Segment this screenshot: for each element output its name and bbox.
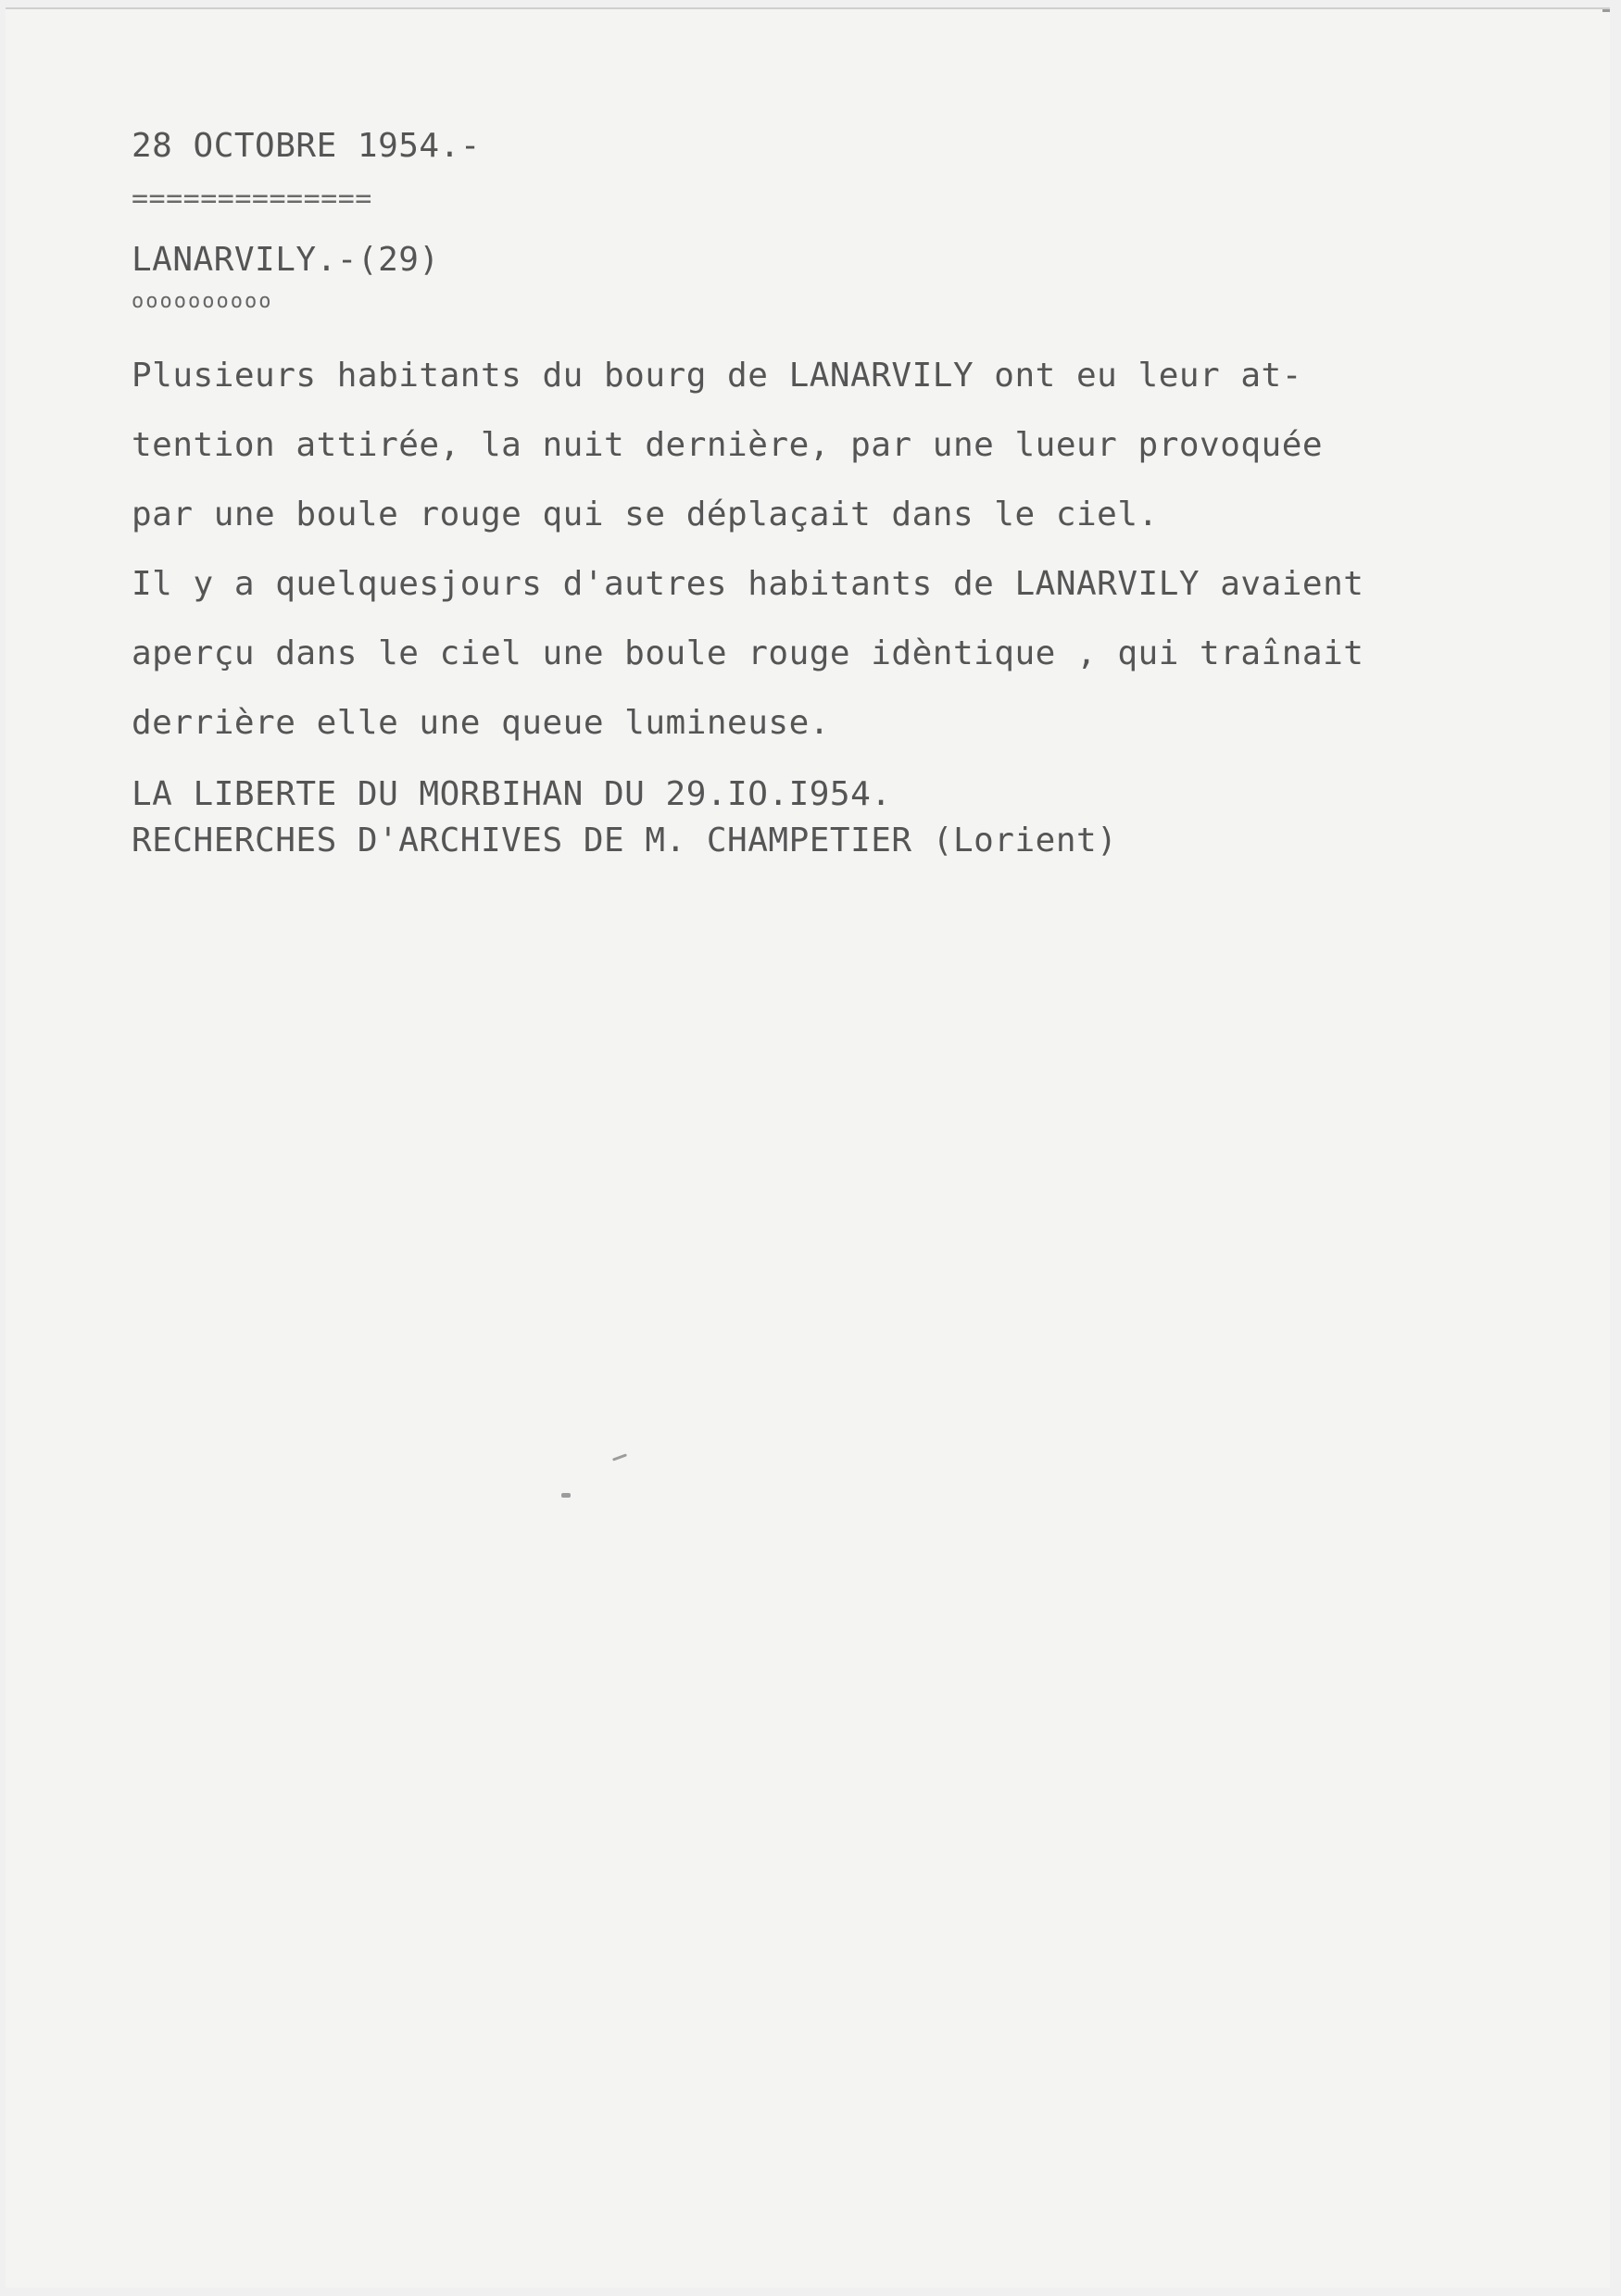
document-place-heading: LANARVILY.-(29) — [132, 241, 440, 279]
source-line: RECHERCHES D'ARCHIVES DE M. CHAMPETIER (Lorient) — [132, 822, 1118, 859]
document-page — [6, 7, 1610, 2288]
body-line: Il y a quelquesjours d'autres habitants de LANARVILY avaient — [132, 565, 1364, 603]
paper-speck — [612, 1453, 627, 1461]
page-edge-mark — [1602, 9, 1610, 12]
date-underline: ============== — [132, 182, 372, 215]
document-source — [132, 775, 1118, 871]
body-line: Plusieurs habitants du bourg de LANARVILY ont eu leur at- — [132, 357, 1302, 395]
body-line: par une boule rouge qui se déplaçait dans le ciel. — [132, 496, 1159, 533]
place-underline: oooooooooo — [132, 290, 273, 313]
paper-speck — [561, 1493, 571, 1498]
document-body — [132, 359, 1363, 776]
body-line: aperçu dans le ciel une boule rouge idèntique , qui traînait — [132, 634, 1364, 672]
document-date: 28 OCTOBRE 1954.- — [132, 127, 481, 165]
body-line: tention attirée, la nuit dernière, par une lueur provoquée — [132, 426, 1324, 464]
body-line: derrière elle une queue lumineuse. — [132, 704, 830, 742]
source-line: LA LIBERTE DU MORBIHAN DU 29.IO.I954. — [132, 775, 892, 813]
